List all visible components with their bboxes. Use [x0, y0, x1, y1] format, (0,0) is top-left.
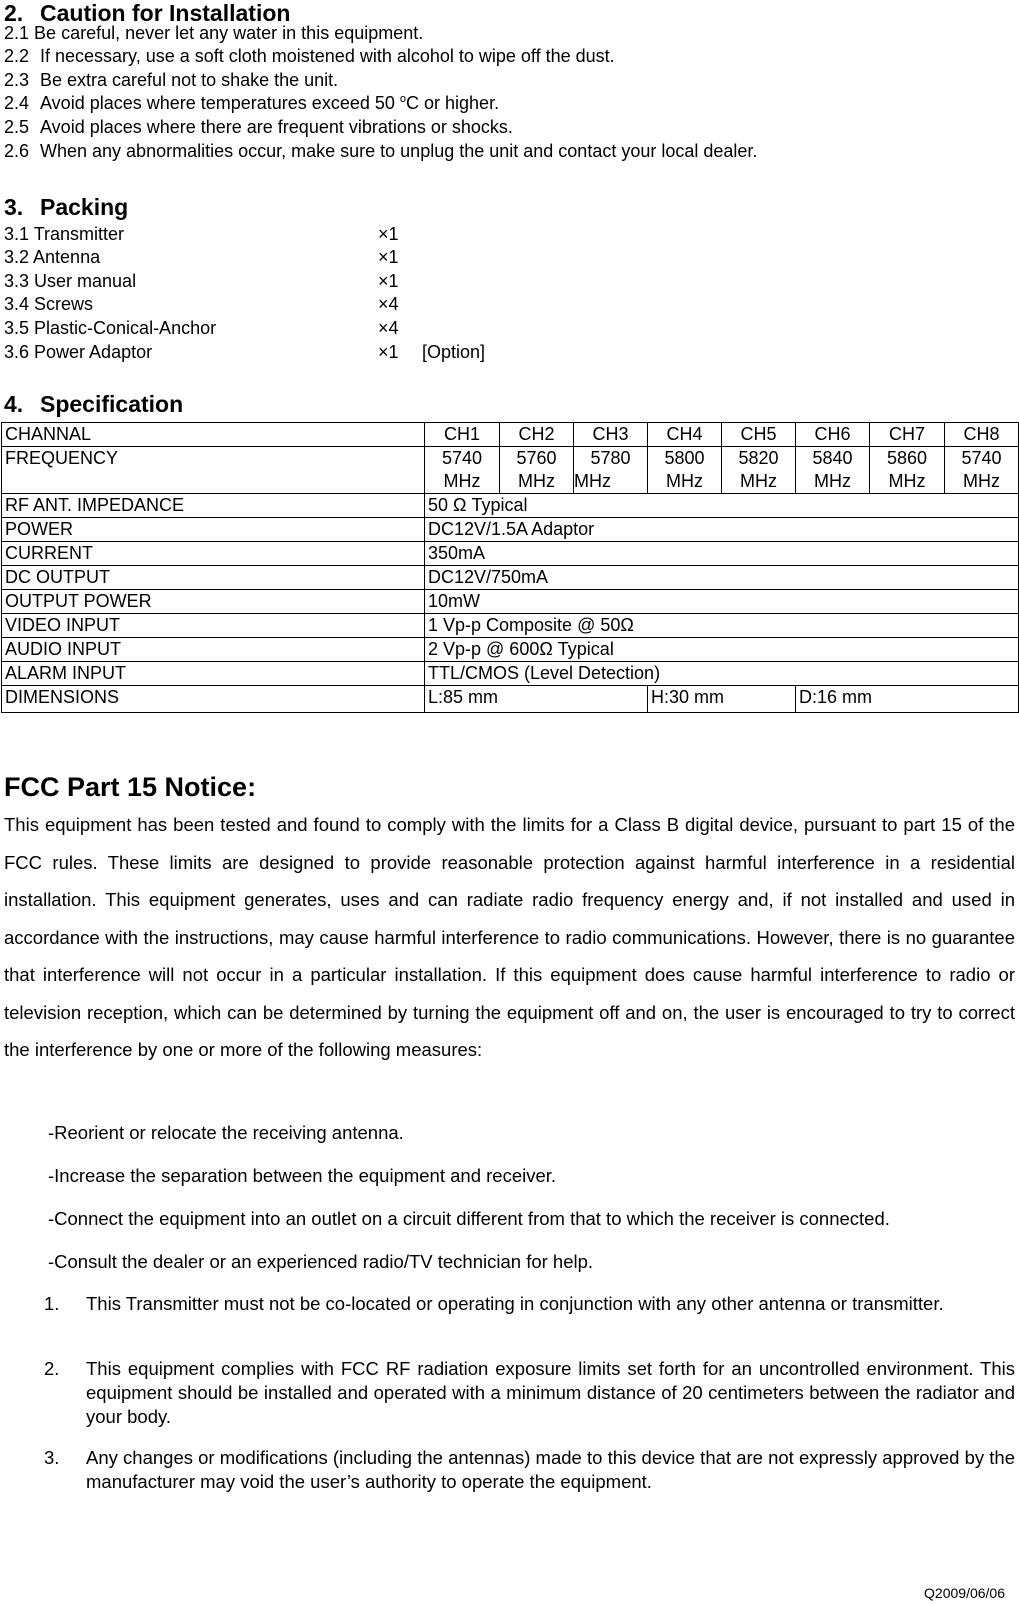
document-code: Q2009/06/06 [924, 1585, 1005, 1601]
frequency-cell: 5760 MHz [500, 447, 574, 494]
spec-number: 4. [4, 391, 24, 417]
fcc-measure: -Reorient or relocate the receiving antenna. [48, 1122, 404, 1143]
dimension-height: H:30 mm [648, 686, 796, 713]
spec-label: FREQUENCY [2, 447, 425, 494]
caution-item: 2.6 When any abnormalities occur, make sure to unplug the unit and contact your local dealer. [4, 141, 758, 161]
fcc-measure: -Connect the equipment into an outlet on a circuit different from that to which the receiver is connected. [48, 1208, 890, 1229]
fcc-paragraph: This equipment has been tested and found to comply with the limits for a Class B digital device, pursuant to part 15 of the FCC rules. These limits are designed to provide reasonable protection against harmful interference in a residential installation. This equipment generates, uses and can radiate radio frequency energy and, if not installed and used in accordance with the instructions, may cause harmful interference to radio communications. However, there is no guarantee that interference will not occur in a particular installation. If this equipment does cause harmful interference to radio or television reception, which can be determined by turning the equipment off and on, the user is encouraged to try to correct the interference by one or more of the following measures: [4, 814, 1015, 1060]
channel-cell: CH4 [648, 423, 722, 447]
spec-row-frequency [2, 447, 1019, 494]
frequency-cell: 5860 MHz [870, 447, 945, 494]
caution-item: 2.1 Be careful, never let any water in this equipment. [4, 23, 424, 43]
spec-label: DIMENSIONS [2, 686, 425, 713]
spec-value: DC12V/750mA [425, 566, 1019, 590]
spec-table [1, 422, 1019, 713]
frequency-cell: 5740 MHz [945, 447, 1019, 494]
spec-title: Specification [40, 391, 184, 417]
packing-title: Packing [40, 194, 129, 220]
spec-row [2, 614, 1019, 638]
frequency-cell: 5820 MHz [722, 447, 796, 494]
frequency-cell: 5740 MHz [425, 447, 500, 494]
channel-cell: CH1 [425, 423, 500, 447]
fcc-item: 2. This equipment complies with FCC RF radiation exposure limits set forth for an uncontrolled environment. This equipment should be installed and operated with a minimum distance of 20 centimeters between the radiator and your body. [44, 1358, 1015, 1427]
packing-item: 3.6 Power Adaptor ×1 [Option] [4, 342, 486, 362]
packing-number: 3. [4, 194, 24, 220]
channel-cell: CH5 [722, 423, 796, 447]
fcc-item: 3. Any changes or modifications (including the antennas) made to this device that are not expressly approved by the manufacturer may void the user’s authority to operate the equipment. [44, 1447, 1015, 1492]
spec-value: 10mW [425, 590, 1019, 614]
channel-cell: CH2 [500, 423, 574, 447]
frequency-cell: 5840 MHz [796, 447, 870, 494]
channel-cell: CH6 [796, 423, 870, 447]
fcc-measure: -Increase the separation between the equipment and receiver. [48, 1165, 557, 1186]
spec-value: TTL/CMOS (Level Detection) [425, 662, 1019, 686]
fcc-title: FCC Part 15 Notice: [4, 772, 257, 802]
packing-item: 3.4 Screws ×4 [4, 294, 399, 314]
packing-item: 3.2 Antenna ×1 [4, 247, 399, 267]
spec-label: DC OUTPUT [2, 566, 425, 590]
spec-label: VIDEO INPUT [2, 614, 425, 638]
spec-label: AUDIO INPUT [2, 638, 425, 662]
caution-title: Caution for Installation [40, 0, 291, 26]
spec-row-dimensions [2, 686, 1019, 713]
packing-item: 3.1 Transmitter ×1 [4, 224, 399, 244]
spec-row-channel [2, 423, 1019, 447]
packing-heading [4, 194, 128, 221]
spec-value: 2 Vp-p @ 600Ω Typical [425, 638, 1019, 662]
channel-cell: CH7 [870, 423, 945, 447]
spec-label: CHANNAL [2, 423, 425, 447]
spec-value: 350mA [425, 542, 1019, 566]
spec-label: CURRENT [2, 542, 425, 566]
dimension-depth: D:16 mm [796, 686, 1019, 713]
frequency-cell: 5780 MHz [574, 447, 648, 494]
spec-label: ALARM INPUT [2, 662, 425, 686]
caution-number: 2. [4, 0, 24, 26]
fcc-item: 1. This Transmitter must not be co-located or operating in conjunction with any other antenna or transmitter. [44, 1293, 944, 1314]
caution-item: 2.3 Be extra careful not to shake the unit. [4, 70, 339, 90]
spec-row [2, 542, 1019, 566]
dimension-length: L:85 mm [425, 686, 648, 713]
spec-row [2, 590, 1019, 614]
caution-item: 2.5 Avoid places where there are frequent vibrations or shocks. [4, 117, 513, 137]
fcc-measure: -Consult the dealer or an experienced radio/TV technician for help. [48, 1251, 594, 1272]
spec-row [2, 566, 1019, 590]
spec-value: DC12V/1.5A Adaptor [425, 518, 1019, 542]
frequency-cell: 5800 MHz [648, 447, 722, 494]
packing-item: 3.3 User manual ×1 [4, 271, 399, 291]
spec-row [2, 638, 1019, 662]
spec-value: 1 Vp-p Composite @ 50Ω [425, 614, 1019, 638]
spec-label: OUTPUT POWER [2, 590, 425, 614]
packing-item: 3.5 Plastic-Conical-Anchor ×4 [4, 318, 399, 338]
spec-label: RF ANT. IMPEDANCE [2, 494, 425, 518]
spec-row [2, 518, 1019, 542]
spec-heading [4, 391, 183, 418]
caution-item: 2.4 Avoid places where temperatures exceed 50 $^o$C or higher. [4, 93, 500, 113]
channel-cell: CH3 [574, 423, 648, 447]
channel-cell: CH8 [945, 423, 1019, 447]
spec-row [2, 662, 1019, 686]
spec-value: 50 Ω Typical [425, 494, 1019, 518]
caution-item: 2.2 If necessary, use a soft cloth moistened with alcohol to wipe off the dust. [4, 46, 615, 66]
spec-label: POWER [2, 518, 425, 542]
spec-row [2, 494, 1019, 518]
